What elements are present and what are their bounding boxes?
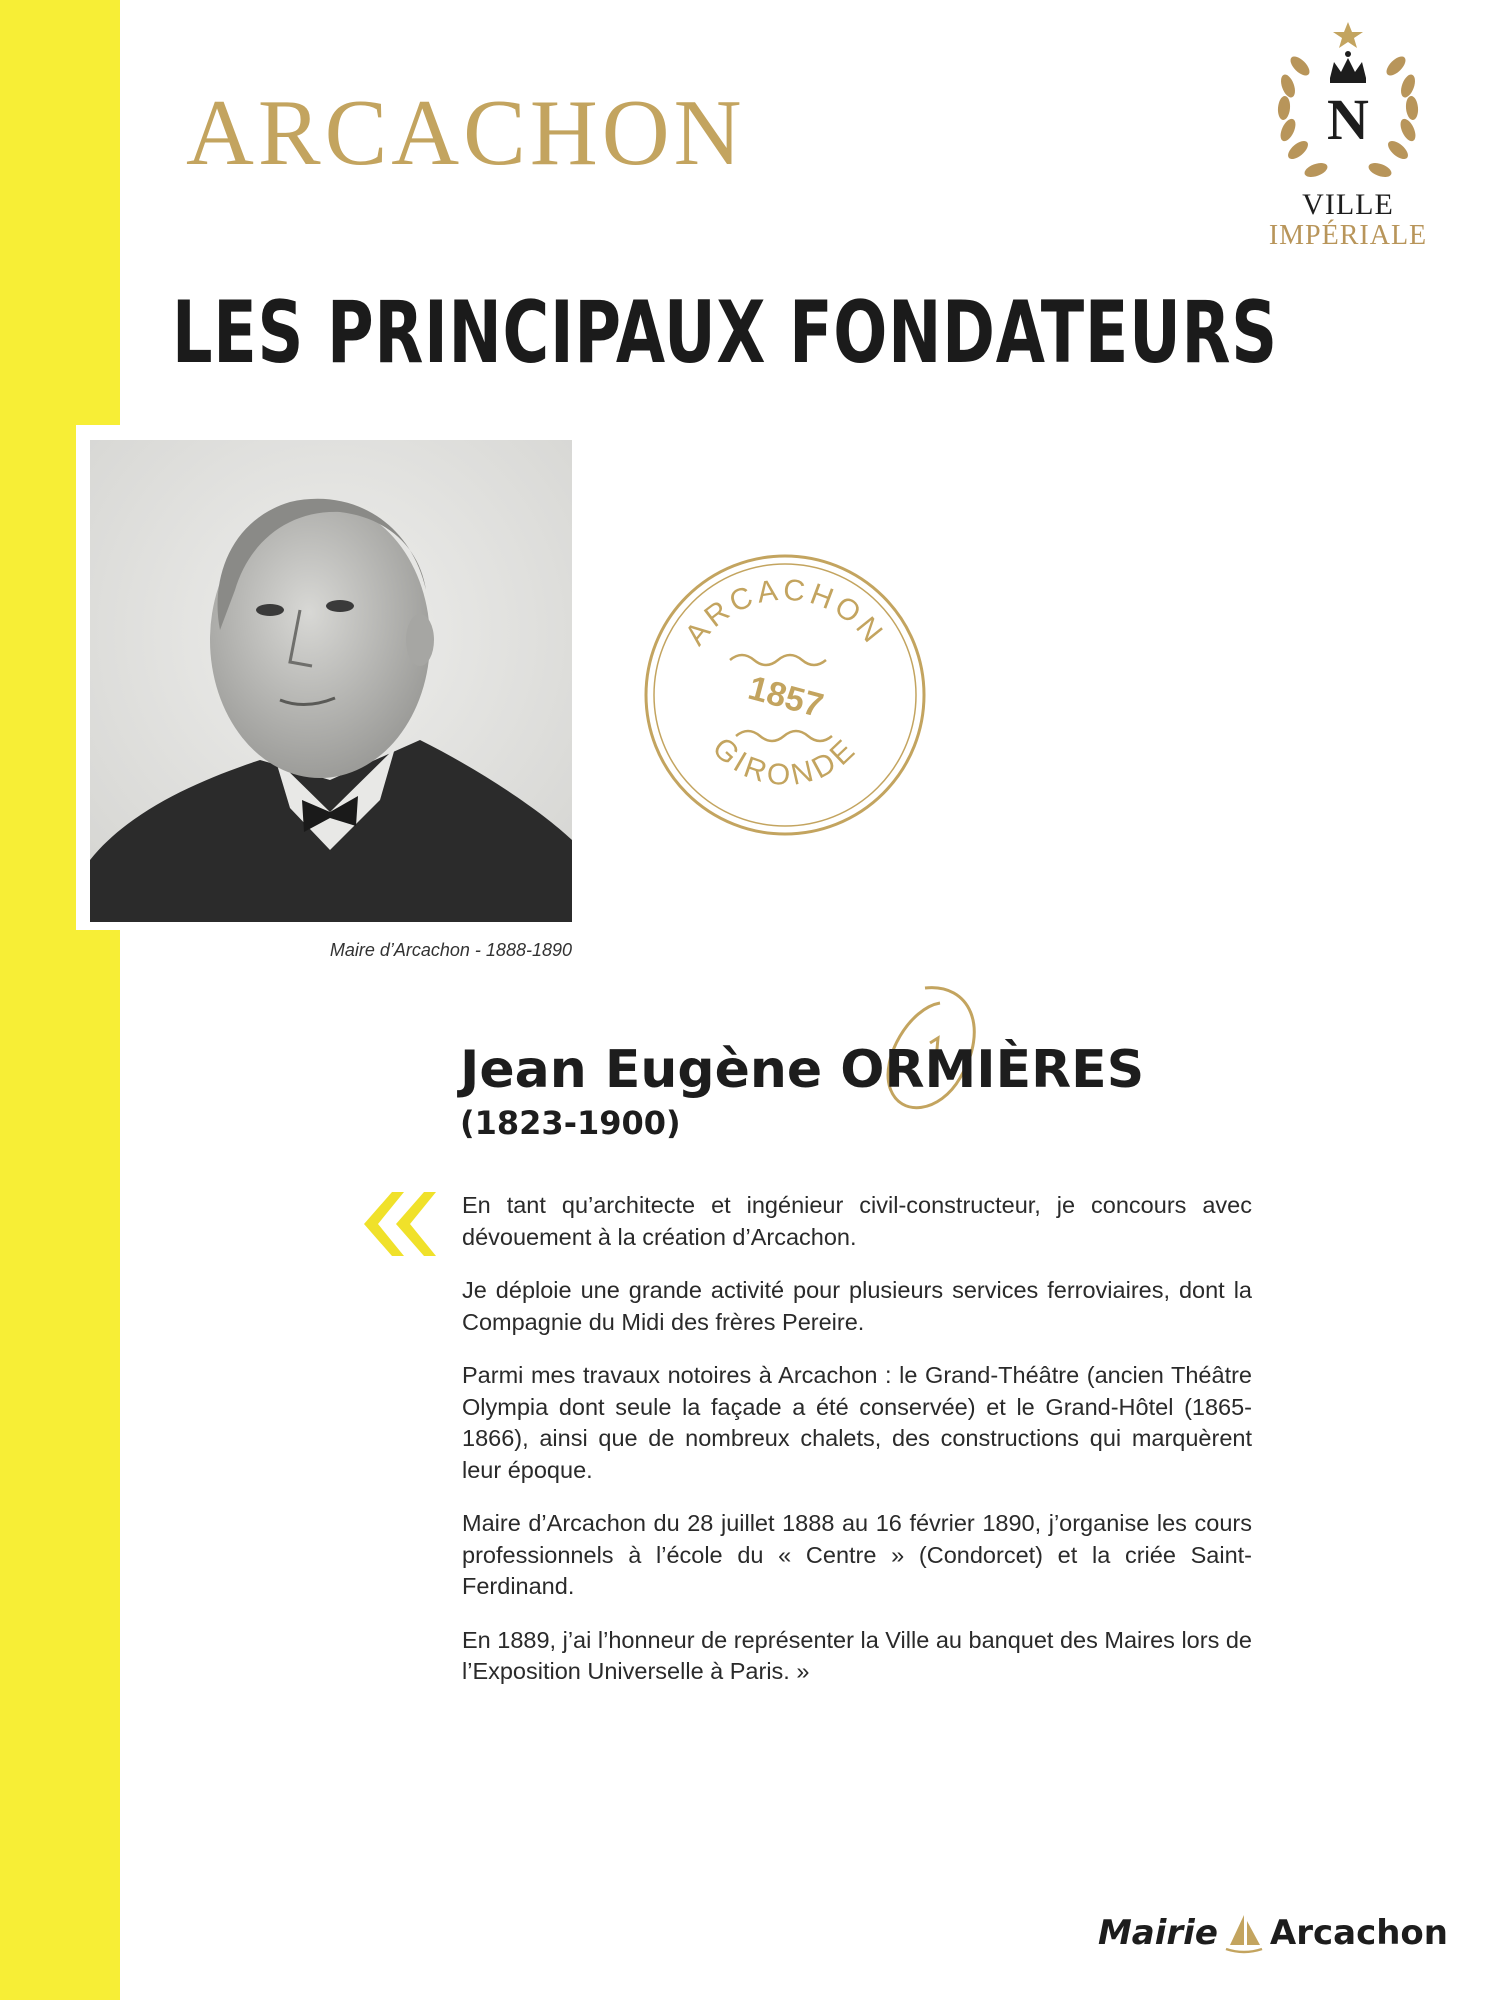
quote-paragraph: En tant qu’architecte et ingénieur civil-constructeur, je concours avec dévouement à la création d’Arcachon.: [462, 1192, 1252, 1250]
quote-paragraph: Parmi mes travaux notoires à Arcachon : le Grand-Théâtre (ancien Théâtre Olympia dont seule la façade a été conservée) et le Grand-Hôtel (1865-1866), ainsi que de nombreux chalets, des constructions qui marquèrent leur époque.: [462, 1362, 1252, 1483]
sailboat-icon: [1222, 1911, 1266, 1955]
footer-word-mairie: Mairie: [1097, 1913, 1218, 1953]
portrait-photo: [90, 440, 572, 922]
mairie-arcachon-logo: [1098, 1910, 1448, 1956]
person-first-names: Jean Eugène: [460, 1040, 823, 1100]
quote-paragraph: Je déploie une grande activité pour plusieurs services ferroviaires, dont la Compagnie du Midi des frères Pereire.: [462, 1277, 1252, 1335]
person-surname: ORMIÈRES: [840, 1040, 1145, 1100]
city-name-heading: ARCACHON: [186, 81, 746, 185]
stamp-top-text: ARCACHON: [678, 573, 892, 652]
footer-word-arcachon: Arcachon: [1269, 1913, 1448, 1953]
quote-paragraph: Maire d’Arcachon du 28 juillet 1888 au 16 février 1890, j’organise les cours professionnels à l’école du « Centre » (Condorcet) et la criée Saint-Ferdinand.: [462, 1510, 1252, 1599]
quote-body: [462, 1190, 1252, 1710]
yellow-side-band: [0, 0, 120, 2000]
ville-imperiale-crest: [1268, 20, 1428, 255]
quote-paragraph: En 1889, j’ai l’honneur de représenter la Ville au banquet des Maires lors de l’Exposition Universelle à Paris. »: [462, 1626, 1252, 1684]
stamp-year: 1857: [744, 668, 828, 726]
page-title: LES PRINCIPAUX FONDATEURS: [172, 283, 1278, 383]
quote-open-icon: [360, 1188, 436, 1260]
stamp-bottom-text: GIRONDE: [706, 731, 864, 793]
crest-imperiale-label: IMPÉRIALE: [1268, 220, 1428, 251]
person-dates: (1823-1900): [460, 1104, 681, 1142]
arcachon-1857-stamp: [640, 550, 930, 840]
portrait-caption: Maire d’Arcachon - 1888-1890: [329, 940, 572, 960]
crest-letter: N: [1327, 87, 1369, 152]
person-name: [460, 1042, 1144, 1099]
crest-ville-label: VILLE: [1302, 188, 1394, 221]
